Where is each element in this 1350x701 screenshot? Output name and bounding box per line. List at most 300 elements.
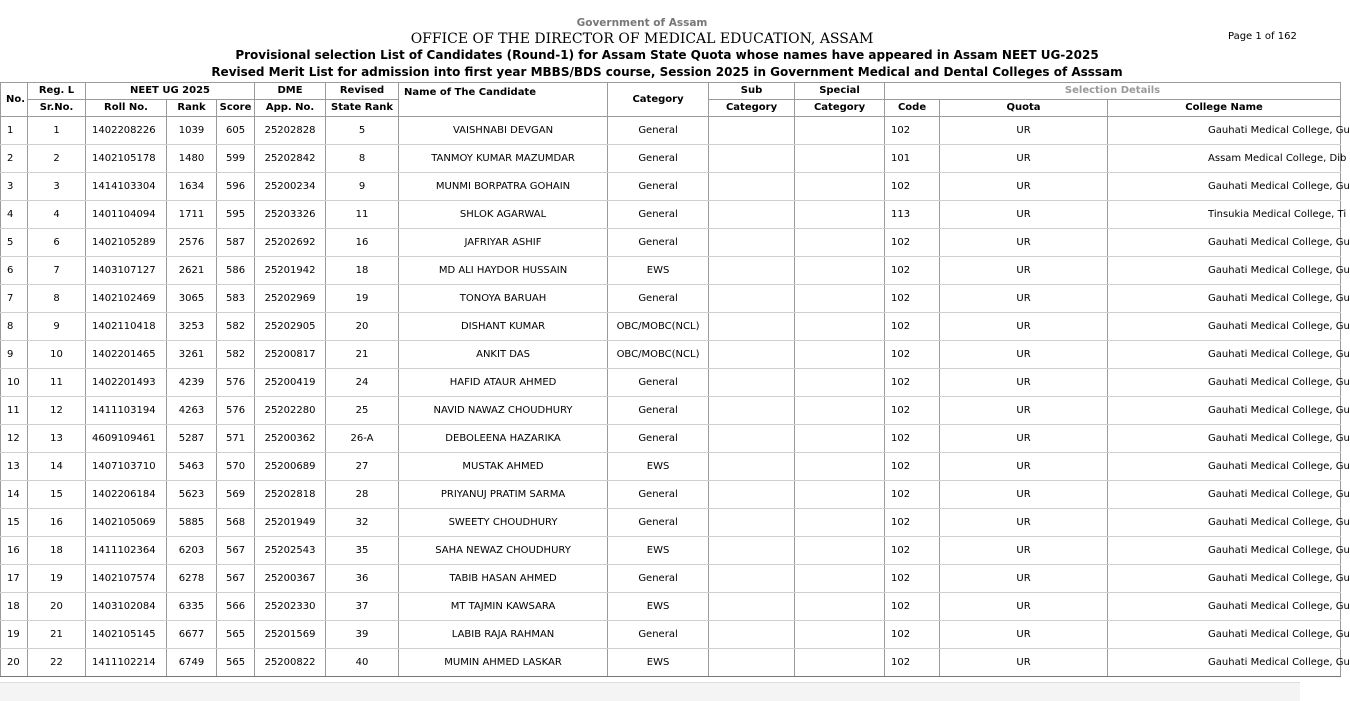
col-header-reg: Reg. L bbox=[28, 83, 86, 100]
row-candidate-name: MUSTAK AHMED bbox=[399, 453, 608, 481]
row-candidate-name: SHLOK AGARWAL bbox=[399, 201, 608, 229]
row-sub-category bbox=[709, 285, 795, 313]
row-score: 582 bbox=[217, 341, 255, 369]
row-app-no: 25201942 bbox=[255, 257, 326, 285]
row-no: 20 bbox=[1, 649, 28, 677]
row-special-category bbox=[795, 341, 885, 369]
row-rank: 3261 bbox=[167, 341, 217, 369]
row-rank: 6278 bbox=[167, 565, 217, 593]
row-candidate-name: VAISHNABI DEVGAN bbox=[399, 117, 608, 145]
row-sub-category bbox=[709, 397, 795, 425]
row-category: General bbox=[608, 145, 709, 173]
row-state-rank: 24 bbox=[326, 369, 399, 397]
col-header-category: Category bbox=[608, 83, 709, 117]
row-no: 2 bbox=[1, 145, 28, 173]
row-special-category bbox=[795, 285, 885, 313]
row-roll-no: 1402105178 bbox=[86, 145, 167, 173]
row-rank: 2621 bbox=[167, 257, 217, 285]
row-quota: UR bbox=[940, 369, 1108, 397]
row-special-category bbox=[795, 621, 885, 649]
row-app-no: 25202818 bbox=[255, 481, 326, 509]
row-state-rank: 26-A bbox=[326, 425, 399, 453]
col-header-subcategory: Category bbox=[709, 100, 795, 117]
row-special-category bbox=[795, 593, 885, 621]
col-header-dme: DME bbox=[255, 83, 326, 100]
row-candidate-name: PRIYANUJ PRATIM SARMA bbox=[399, 481, 608, 509]
row-state-rank: 5 bbox=[326, 117, 399, 145]
row-state-rank: 36 bbox=[326, 565, 399, 593]
row-no: 9 bbox=[1, 341, 28, 369]
row-quota: UR bbox=[940, 285, 1108, 313]
row-special-category bbox=[795, 537, 885, 565]
row-code: 102 bbox=[885, 537, 940, 565]
row-state-rank: 9 bbox=[326, 173, 399, 201]
row-roll-no: 1402105145 bbox=[86, 621, 167, 649]
row-candidate-name: SWEETY CHOUDHURY bbox=[399, 509, 608, 537]
row-state-rank: 35 bbox=[326, 537, 399, 565]
row-special-category bbox=[795, 201, 885, 229]
col-header-score: Score bbox=[217, 100, 255, 117]
row-rank: 3253 bbox=[167, 313, 217, 341]
row-category: General bbox=[608, 201, 709, 229]
row-sub-category bbox=[709, 257, 795, 285]
table-row bbox=[1, 425, 1341, 453]
col-header-neet: NEET UG 2025 bbox=[86, 83, 255, 100]
row-score: 570 bbox=[217, 453, 255, 481]
table-row bbox=[1, 509, 1341, 537]
col-header-quota: Quota bbox=[940, 100, 1108, 117]
row-no: 8 bbox=[1, 313, 28, 341]
row-state-rank: 18 bbox=[326, 257, 399, 285]
list-subtitle: Revised Merit List for admission into first year MBBS/BDS course, Session 2025 in Government Medical and Dental Colleges of Asssam bbox=[211, 65, 1123, 79]
row-sub-category bbox=[709, 481, 795, 509]
row-score: 568 bbox=[217, 509, 255, 537]
row-state-rank: 16 bbox=[326, 229, 399, 257]
row-roll-no: 1402110418 bbox=[86, 313, 167, 341]
row-roll-no: 1407103710 bbox=[86, 453, 167, 481]
row-college-name: Gauhati Medical College, Gu bbox=[1108, 565, 1341, 593]
row-rank: 4263 bbox=[167, 397, 217, 425]
document-header bbox=[0, 0, 1300, 82]
col-header-selection: Selection Details bbox=[885, 83, 1341, 100]
row-candidate-name: DEBOLEENA HAZARIKA bbox=[399, 425, 608, 453]
row-quota: UR bbox=[940, 313, 1108, 341]
row-sub-category bbox=[709, 173, 795, 201]
row-app-no: 25202905 bbox=[255, 313, 326, 341]
row-reg-srno: 1 bbox=[28, 117, 86, 145]
row-special-category bbox=[795, 313, 885, 341]
row-sub-category bbox=[709, 425, 795, 453]
col-header-rank: Rank bbox=[167, 100, 217, 117]
col-header-roll: Roll No. bbox=[86, 100, 167, 117]
row-special-category bbox=[795, 229, 885, 257]
row-quota: UR bbox=[940, 397, 1108, 425]
row-app-no: 25200234 bbox=[255, 173, 326, 201]
row-state-rank: 37 bbox=[326, 593, 399, 621]
row-college-name: Gauhati Medical College, Gu bbox=[1108, 481, 1341, 509]
row-college-name: Tinsukia Medical College, Ti bbox=[1108, 201, 1341, 229]
row-reg-srno: 9 bbox=[28, 313, 86, 341]
row-quota: UR bbox=[940, 257, 1108, 285]
row-score: 583 bbox=[217, 285, 255, 313]
row-reg-srno: 19 bbox=[28, 565, 86, 593]
row-category: EWS bbox=[608, 453, 709, 481]
row-app-no: 25202692 bbox=[255, 229, 326, 257]
row-sub-category bbox=[709, 117, 795, 145]
row-score: 565 bbox=[217, 649, 255, 677]
row-college-name: Gauhati Medical College, Gu bbox=[1108, 509, 1341, 537]
row-roll-no: 1411102214 bbox=[86, 649, 167, 677]
row-category: General bbox=[608, 425, 709, 453]
row-college-name: Gauhati Medical College, Gu bbox=[1108, 117, 1341, 145]
row-special-category bbox=[795, 117, 885, 145]
row-special-category bbox=[795, 481, 885, 509]
row-college-name: Assam Medical College, Dib bbox=[1108, 145, 1341, 173]
row-sub-category bbox=[709, 565, 795, 593]
row-code: 101 bbox=[885, 145, 940, 173]
table-row bbox=[1, 397, 1341, 425]
row-reg-srno: 11 bbox=[28, 369, 86, 397]
row-app-no: 25202280 bbox=[255, 397, 326, 425]
row-category: General bbox=[608, 117, 709, 145]
row-rank: 5885 bbox=[167, 509, 217, 537]
row-special-category bbox=[795, 509, 885, 537]
table-row bbox=[1, 257, 1341, 285]
table-row bbox=[1, 173, 1341, 201]
table-row bbox=[1, 369, 1341, 397]
row-quota: UR bbox=[940, 509, 1108, 537]
table-body bbox=[1, 117, 1350, 677]
row-quota: UR bbox=[940, 425, 1108, 453]
row-roll-no: 1411102364 bbox=[86, 537, 167, 565]
row-sub-category bbox=[709, 537, 795, 565]
row-college-name: Gauhati Medical College, Gu bbox=[1108, 593, 1341, 621]
row-code: 102 bbox=[885, 313, 940, 341]
row-category: OBC/MOBC(NCL) bbox=[608, 341, 709, 369]
row-state-rank: 32 bbox=[326, 509, 399, 537]
row-college-name: Gauhati Medical College, Gu bbox=[1108, 649, 1341, 677]
row-code: 102 bbox=[885, 369, 940, 397]
row-no: 18 bbox=[1, 593, 28, 621]
row-state-rank: 19 bbox=[326, 285, 399, 313]
table-row bbox=[1, 537, 1341, 565]
row-reg-srno: 6 bbox=[28, 229, 86, 257]
row-no: 10 bbox=[1, 369, 28, 397]
row-roll-no: 1402206184 bbox=[86, 481, 167, 509]
row-rank: 2576 bbox=[167, 229, 217, 257]
row-sub-category bbox=[709, 201, 795, 229]
row-rank: 4239 bbox=[167, 369, 217, 397]
row-state-rank: 21 bbox=[326, 341, 399, 369]
row-category: General bbox=[608, 369, 709, 397]
row-college-name: Gauhati Medical College, Gu bbox=[1108, 397, 1341, 425]
row-reg-srno: 16 bbox=[28, 509, 86, 537]
row-code: 113 bbox=[885, 201, 940, 229]
row-state-rank: 25 bbox=[326, 397, 399, 425]
row-app-no: 25201949 bbox=[255, 509, 326, 537]
row-rank: 6335 bbox=[167, 593, 217, 621]
row-rank: 6677 bbox=[167, 621, 217, 649]
row-no: 11 bbox=[1, 397, 28, 425]
row-rank: 1039 bbox=[167, 117, 217, 145]
row-no: 7 bbox=[1, 285, 28, 313]
row-app-no: 25202969 bbox=[255, 285, 326, 313]
row-reg-srno: 7 bbox=[28, 257, 86, 285]
row-college-name: Gauhati Medical College, Gu bbox=[1108, 621, 1341, 649]
row-roll-no: 1402208226 bbox=[86, 117, 167, 145]
row-score: 571 bbox=[217, 425, 255, 453]
row-code: 102 bbox=[885, 565, 940, 593]
row-score: 595 bbox=[217, 201, 255, 229]
row-category: General bbox=[608, 229, 709, 257]
row-college-name: Gauhati Medical College, Gu bbox=[1108, 537, 1341, 565]
row-quota: UR bbox=[940, 341, 1108, 369]
col-header-sub: Sub bbox=[709, 83, 795, 100]
row-score: 576 bbox=[217, 397, 255, 425]
row-category: General bbox=[608, 285, 709, 313]
row-state-rank: 8 bbox=[326, 145, 399, 173]
row-special-category bbox=[795, 257, 885, 285]
row-reg-srno: 15 bbox=[28, 481, 86, 509]
row-no: 15 bbox=[1, 509, 28, 537]
table-row bbox=[1, 341, 1341, 369]
row-category: General bbox=[608, 397, 709, 425]
row-rank: 5463 bbox=[167, 453, 217, 481]
row-rank: 1634 bbox=[167, 173, 217, 201]
row-quota: UR bbox=[940, 117, 1108, 145]
row-score: 596 bbox=[217, 173, 255, 201]
row-code: 102 bbox=[885, 593, 940, 621]
row-special-category bbox=[795, 425, 885, 453]
row-college-name: Gauhati Medical College, Gu bbox=[1108, 313, 1341, 341]
col-header-code: Code bbox=[885, 100, 940, 117]
table-row bbox=[1, 145, 1341, 173]
row-college-name: Gauhati Medical College, Gu bbox=[1108, 257, 1341, 285]
table-row bbox=[1, 481, 1341, 509]
row-roll-no: 1402201493 bbox=[86, 369, 167, 397]
row-college-name: Gauhati Medical College, Gu bbox=[1108, 425, 1341, 453]
row-no: 19 bbox=[1, 621, 28, 649]
row-rank: 5623 bbox=[167, 481, 217, 509]
row-state-rank: 20 bbox=[326, 313, 399, 341]
row-candidate-name: TANMOY KUMAR MAZUMDAR bbox=[399, 145, 608, 173]
row-quota: UR bbox=[940, 537, 1108, 565]
row-state-rank: 28 bbox=[326, 481, 399, 509]
row-category: EWS bbox=[608, 593, 709, 621]
row-reg-srno: 8 bbox=[28, 285, 86, 313]
row-reg-srno: 4 bbox=[28, 201, 86, 229]
table-row bbox=[1, 201, 1341, 229]
row-special-category bbox=[795, 649, 885, 677]
row-no: 6 bbox=[1, 257, 28, 285]
office-title: OFFICE OF THE DIRECTOR OF MEDICAL EDUCATION, ASSAM bbox=[410, 31, 874, 47]
table-row bbox=[1, 285, 1341, 313]
row-code: 102 bbox=[885, 453, 940, 481]
row-special-category bbox=[795, 453, 885, 481]
row-category: General bbox=[608, 173, 709, 201]
row-college-name: Gauhati Medical College, Gu bbox=[1108, 285, 1341, 313]
row-candidate-name: DISHANT KUMAR bbox=[399, 313, 608, 341]
row-candidate-name: MUMIN AHMED LASKAR bbox=[399, 649, 608, 677]
col-header-special: Special bbox=[795, 83, 885, 100]
row-candidate-name: HAFID ATAUR AHMED bbox=[399, 369, 608, 397]
row-quota: UR bbox=[940, 145, 1108, 173]
row-quota: UR bbox=[940, 649, 1108, 677]
row-college-name: Gauhati Medical College, Gu bbox=[1108, 229, 1341, 257]
table-row bbox=[1, 621, 1341, 649]
col-header-college: College Name bbox=[1108, 100, 1341, 117]
row-app-no: 25202828 bbox=[255, 117, 326, 145]
row-college-name: Gauhati Medical College, Gu bbox=[1108, 341, 1341, 369]
row-quota: UR bbox=[940, 565, 1108, 593]
row-rank: 3065 bbox=[167, 285, 217, 313]
row-roll-no: 1411103194 bbox=[86, 397, 167, 425]
row-no: 4 bbox=[1, 201, 28, 229]
row-no: 5 bbox=[1, 229, 28, 257]
row-code: 102 bbox=[885, 285, 940, 313]
table-row bbox=[1, 453, 1341, 481]
row-state-rank: 27 bbox=[326, 453, 399, 481]
row-quota: UR bbox=[940, 621, 1108, 649]
row-category: General bbox=[608, 621, 709, 649]
row-sub-category bbox=[709, 229, 795, 257]
row-reg-srno: 20 bbox=[28, 593, 86, 621]
row-rank: 5287 bbox=[167, 425, 217, 453]
row-reg-srno: 22 bbox=[28, 649, 86, 677]
row-score: 567 bbox=[217, 537, 255, 565]
col-header-state-rank: State Rank bbox=[326, 100, 399, 117]
row-sub-category bbox=[709, 649, 795, 677]
row-no: 3 bbox=[1, 173, 28, 201]
row-no: 16 bbox=[1, 537, 28, 565]
row-category: EWS bbox=[608, 537, 709, 565]
row-score: 587 bbox=[217, 229, 255, 257]
row-score: 605 bbox=[217, 117, 255, 145]
row-rank: 1711 bbox=[167, 201, 217, 229]
row-app-no: 25202842 bbox=[255, 145, 326, 173]
row-code: 102 bbox=[885, 341, 940, 369]
table-row bbox=[1, 565, 1341, 593]
row-college-name: Gauhati Medical College, Gu bbox=[1108, 369, 1341, 397]
row-roll-no: 1402107574 bbox=[86, 565, 167, 593]
col-header-revised: Revised bbox=[326, 83, 399, 100]
table-row bbox=[1, 229, 1341, 257]
row-sub-category bbox=[709, 369, 795, 397]
row-code: 102 bbox=[885, 229, 940, 257]
row-no: 1 bbox=[1, 117, 28, 145]
row-candidate-name: JAFRIYAR ASHIF bbox=[399, 229, 608, 257]
viewer-bottom-edge bbox=[0, 682, 1300, 701]
row-no: 13 bbox=[1, 453, 28, 481]
row-no: 14 bbox=[1, 481, 28, 509]
merit-list-table bbox=[0, 82, 1350, 677]
row-rank: 1480 bbox=[167, 145, 217, 173]
col-header-specialcategory: Category bbox=[795, 100, 885, 117]
row-rank: 6203 bbox=[167, 537, 217, 565]
row-rank: 6749 bbox=[167, 649, 217, 677]
row-state-rank: 39 bbox=[326, 621, 399, 649]
row-app-no: 25200822 bbox=[255, 649, 326, 677]
row-sub-category bbox=[709, 341, 795, 369]
row-college-name: Gauhati Medical College, Gu bbox=[1108, 453, 1341, 481]
page-number: Page 1 of 162 bbox=[1228, 31, 1297, 42]
row-code: 102 bbox=[885, 397, 940, 425]
row-app-no: 25202543 bbox=[255, 537, 326, 565]
row-special-category bbox=[795, 397, 885, 425]
row-app-no: 25202330 bbox=[255, 593, 326, 621]
row-app-no: 25203326 bbox=[255, 201, 326, 229]
row-sub-category bbox=[709, 593, 795, 621]
row-roll-no: 1402102469 bbox=[86, 285, 167, 313]
row-quota: UR bbox=[940, 229, 1108, 257]
row-college-name: Gauhati Medical College, Gu bbox=[1108, 173, 1341, 201]
row-roll-no: 1414103304 bbox=[86, 173, 167, 201]
row-reg-srno: 21 bbox=[28, 621, 86, 649]
list-title: Provisional selection List of Candidates (Round-1) for Assam State Quota whose names have appeared in Assam NEET UG-2025 bbox=[235, 48, 1099, 62]
table-row bbox=[1, 649, 1341, 677]
row-quota: UR bbox=[940, 173, 1108, 201]
row-reg-srno: 18 bbox=[28, 537, 86, 565]
row-roll-no: 1401104094 bbox=[86, 201, 167, 229]
row-reg-srno: 14 bbox=[28, 453, 86, 481]
row-quota: UR bbox=[940, 453, 1108, 481]
row-score: 582 bbox=[217, 313, 255, 341]
row-roll-no: 1402105289 bbox=[86, 229, 167, 257]
government-label: Government of Assam bbox=[576, 17, 708, 29]
row-special-category bbox=[795, 145, 885, 173]
row-special-category bbox=[795, 173, 885, 201]
row-no: 17 bbox=[1, 565, 28, 593]
row-special-category bbox=[795, 369, 885, 397]
row-sub-category bbox=[709, 145, 795, 173]
row-category: General bbox=[608, 565, 709, 593]
row-candidate-name: TONOYA BARUAH bbox=[399, 285, 608, 313]
row-reg-srno: 10 bbox=[28, 341, 86, 369]
row-candidate-name: MT TAJMIN KAWSARA bbox=[399, 593, 608, 621]
row-roll-no: 4609109461 bbox=[86, 425, 167, 453]
row-reg-srno: 13 bbox=[28, 425, 86, 453]
col-header-app: App. No. bbox=[255, 100, 326, 117]
row-sub-category bbox=[709, 313, 795, 341]
row-candidate-name: ANKIT DAS bbox=[399, 341, 608, 369]
table-row bbox=[1, 313, 1341, 341]
col-header-no: No. bbox=[1, 83, 28, 117]
row-reg-srno: 2 bbox=[28, 145, 86, 173]
row-score: 599 bbox=[217, 145, 255, 173]
row-score: 565 bbox=[217, 621, 255, 649]
row-state-rank: 40 bbox=[326, 649, 399, 677]
row-category: OBC/MOBC(NCL) bbox=[608, 313, 709, 341]
row-score: 576 bbox=[217, 369, 255, 397]
table-row bbox=[1, 117, 1341, 145]
row-candidate-name: NAVID NAWAZ CHOUDHURY bbox=[399, 397, 608, 425]
row-roll-no: 1403102084 bbox=[86, 593, 167, 621]
col-header-name: Name of The Candidate bbox=[399, 83, 608, 117]
row-candidate-name: TABIB HASAN AHMED bbox=[399, 565, 608, 593]
row-category: General bbox=[608, 481, 709, 509]
row-roll-no: 1402105069 bbox=[86, 509, 167, 537]
row-app-no: 25201569 bbox=[255, 621, 326, 649]
row-category: EWS bbox=[608, 649, 709, 677]
row-code: 102 bbox=[885, 621, 940, 649]
row-code: 102 bbox=[885, 257, 940, 285]
col-header-srno: Sr.No. bbox=[28, 100, 86, 117]
row-quota: UR bbox=[940, 481, 1108, 509]
row-candidate-name: SAHA NEWAZ CHOUDHURY bbox=[399, 537, 608, 565]
row-code: 102 bbox=[885, 481, 940, 509]
row-code: 102 bbox=[885, 117, 940, 145]
row-code: 102 bbox=[885, 509, 940, 537]
